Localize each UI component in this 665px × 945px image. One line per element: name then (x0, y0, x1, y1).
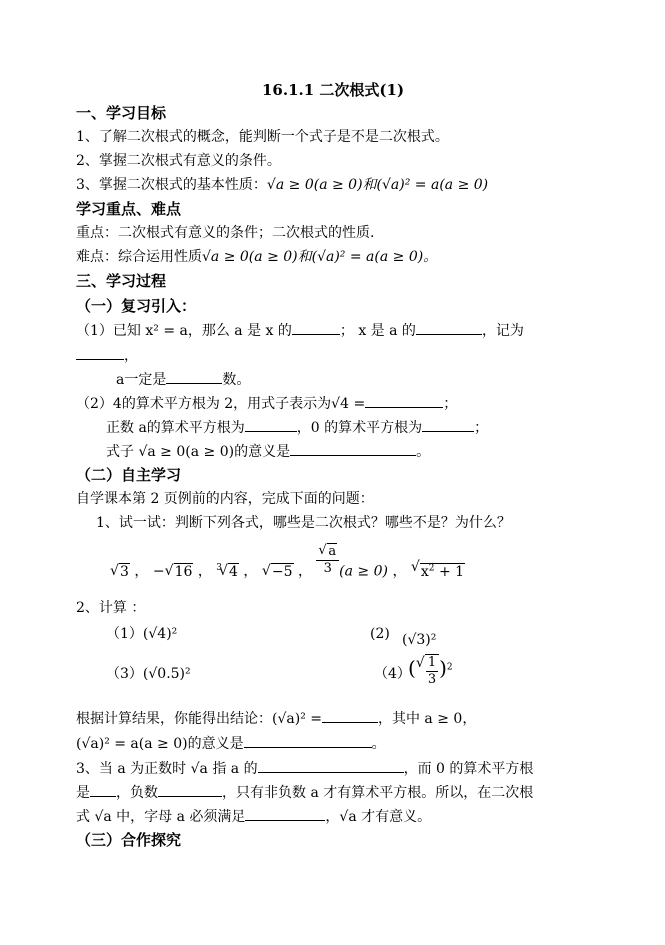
question-3-a: 3、当 a 为正数时 √a 指 a 的 (76, 761, 258, 777)
question-3-line2 (76, 782, 533, 803)
goal-3-formula: √a ≥ 0(a ≥ 0)和(√a)² = a(a ≥ 0) (266, 177, 489, 193)
review-q1-part-c: ，记为 (481, 323, 524, 339)
answer-blank[interactable] (322, 708, 378, 723)
answer-blank[interactable] (76, 345, 124, 360)
conclusion-line1-a: 根据计算结果，你能得出结论：(√a)² = (76, 711, 322, 727)
difficult-point-text: 难点：综合运用性质 (76, 249, 202, 265)
answer-blank[interactable] (365, 393, 443, 408)
section-heading-goals: 一、学习目标 (76, 104, 167, 122)
question-2: 2、计算 ： (76, 600, 146, 616)
question-3-g: ， (325, 809, 340, 825)
calc-1: （1）(√4)² (106, 626, 178, 642)
review-q2-line2-c: ； (474, 420, 489, 436)
review-q2-a: （2）4的算术平方根为 2，用式子表示为√4 = (76, 396, 366, 412)
calc-2-label: (2) (370, 626, 390, 642)
review-q2-line3 (106, 441, 430, 462)
question-3-h: √a 才有意义。 (339, 809, 432, 825)
goal-3-text: 3、掌握二次根式的基本性质： (76, 177, 267, 193)
difficult-point-formula: √a ≥ 0(a ≥ 0)和(√a)² = a(a ≥ 0)。 (202, 249, 438, 265)
goal-3 (76, 175, 488, 195)
question-3-f: 式 √a 中，字母 a 必须满足 (76, 809, 246, 825)
answer-blank[interactable] (166, 369, 222, 384)
answer-blank[interactable] (416, 320, 482, 335)
conclusion-line1 (76, 708, 476, 729)
expr-sqrt-x2-plus-1: √ $x^2 + 1$ (411, 558, 465, 582)
goal-2: 2、掌握二次根式有意义的条件。 (76, 153, 281, 169)
difficult-point (76, 247, 437, 267)
answer-blank[interactable] (245, 806, 325, 821)
conclusion-line2-a: (√a)² = a(a ≥ 0)的意义是 (76, 736, 244, 752)
answer-blank[interactable] (258, 758, 404, 773)
answer-blank[interactable] (290, 441, 416, 456)
question-3-c: 是 (76, 785, 90, 801)
review-q1-line3-a: a一定是 (116, 372, 167, 388)
review-q2-line2-a: 正数 a的算术平方根为 (106, 420, 245, 436)
review-q2-b: ； (443, 396, 458, 412)
key-point: 重点：二次根式有意义的条件；二次根式的性质. (76, 225, 375, 241)
answer-blank[interactable] (422, 417, 474, 432)
question-3-line3 (76, 806, 431, 827)
calc-4-expr: ( √ $\frac{1}{3}$ )$^2$ (408, 654, 453, 694)
review-q2-line3-a: 式子 √a ≥ 0(a ≥ 0)的意义是 (106, 444, 291, 460)
subsection-cooperative: （三）合作探究 (76, 831, 182, 849)
answer-blank[interactable] (245, 417, 297, 432)
self-study-intro: 自学课本第 2 页例前的内容，完成下面的问题： (76, 491, 374, 507)
expressions-list: √ 3 ， −√ 16 ， $^3$√ 4 ， √ −5 ， √ $\frac{a}{3}$ (a ≥ 0) ， √ $x^2 + 1$ (110, 558, 465, 582)
expr-sqrt-neg5: √ −5 (262, 562, 294, 582)
question-1: 1、试一试：判断下列各式，哪些是二次根式？哪些不是？为什么？ (96, 515, 511, 531)
answer-blank[interactable] (292, 320, 340, 335)
calc-3: （3）(√0.5)² (106, 666, 191, 682)
question-3-e: ，只有非负数 a 才有算术平方根。所以，在二次根 (222, 785, 534, 801)
review-q1 (76, 320, 524, 341)
page-title: 16.1.1 二次根式(1) (262, 81, 405, 99)
review-q1-line3-b: 数。 (222, 372, 251, 388)
question-3-b: ，而 0 的算术平方根 (403, 761, 534, 777)
review-q2 (76, 393, 457, 414)
review-q2-line2 (106, 417, 488, 438)
answer-blank[interactable] (90, 782, 116, 797)
calc-2: (√3)² (402, 632, 437, 648)
question-3-d: ，负数 (116, 785, 158, 801)
conclusion-line2 (76, 733, 386, 754)
subsection-review: （一）复习引入： (76, 297, 197, 315)
expr-sqrt3: √ 3 (110, 562, 130, 582)
review-q2-line2-b: ，0 的算术平方根为 (296, 420, 423, 436)
section-heading-key-points: 学习重点、难点 (76, 200, 182, 218)
conclusion-line2-b: 。 (371, 736, 386, 752)
review-q1-part-b: ； x 是 a 的 (339, 323, 416, 339)
answer-blank[interactable] (158, 782, 222, 797)
review-q1-comma: ， (124, 348, 138, 364)
subsection-self-study: （二）自主学习 (76, 466, 182, 484)
expr-cbrt4: √ 4 (219, 562, 239, 582)
section-heading-process: 三、学习过程 (76, 272, 167, 290)
review-q1-line3 (116, 369, 250, 390)
review-q2-line3-b: 。 (416, 444, 431, 460)
answer-blank[interactable] (244, 733, 372, 748)
review-q1-cont (76, 345, 138, 366)
review-q1-part-a: （1）已知 x² = a，那么 a 是 x 的 (76, 323, 292, 339)
calc-4-label: （4） (374, 666, 411, 682)
question-3-line1 (76, 758, 533, 779)
expr-neg-sqrt16: √ 16 (165, 562, 194, 582)
expr-frac-sqrt-a-over-3: √ $\frac{a}{3}$ (316, 544, 339, 577)
goal-1: 1、了解二次根式的概念，能判断一个式子是不是二次根式。 (76, 129, 449, 145)
conclusion-line1-b: ，其中 a ≥ 0， (377, 711, 477, 727)
